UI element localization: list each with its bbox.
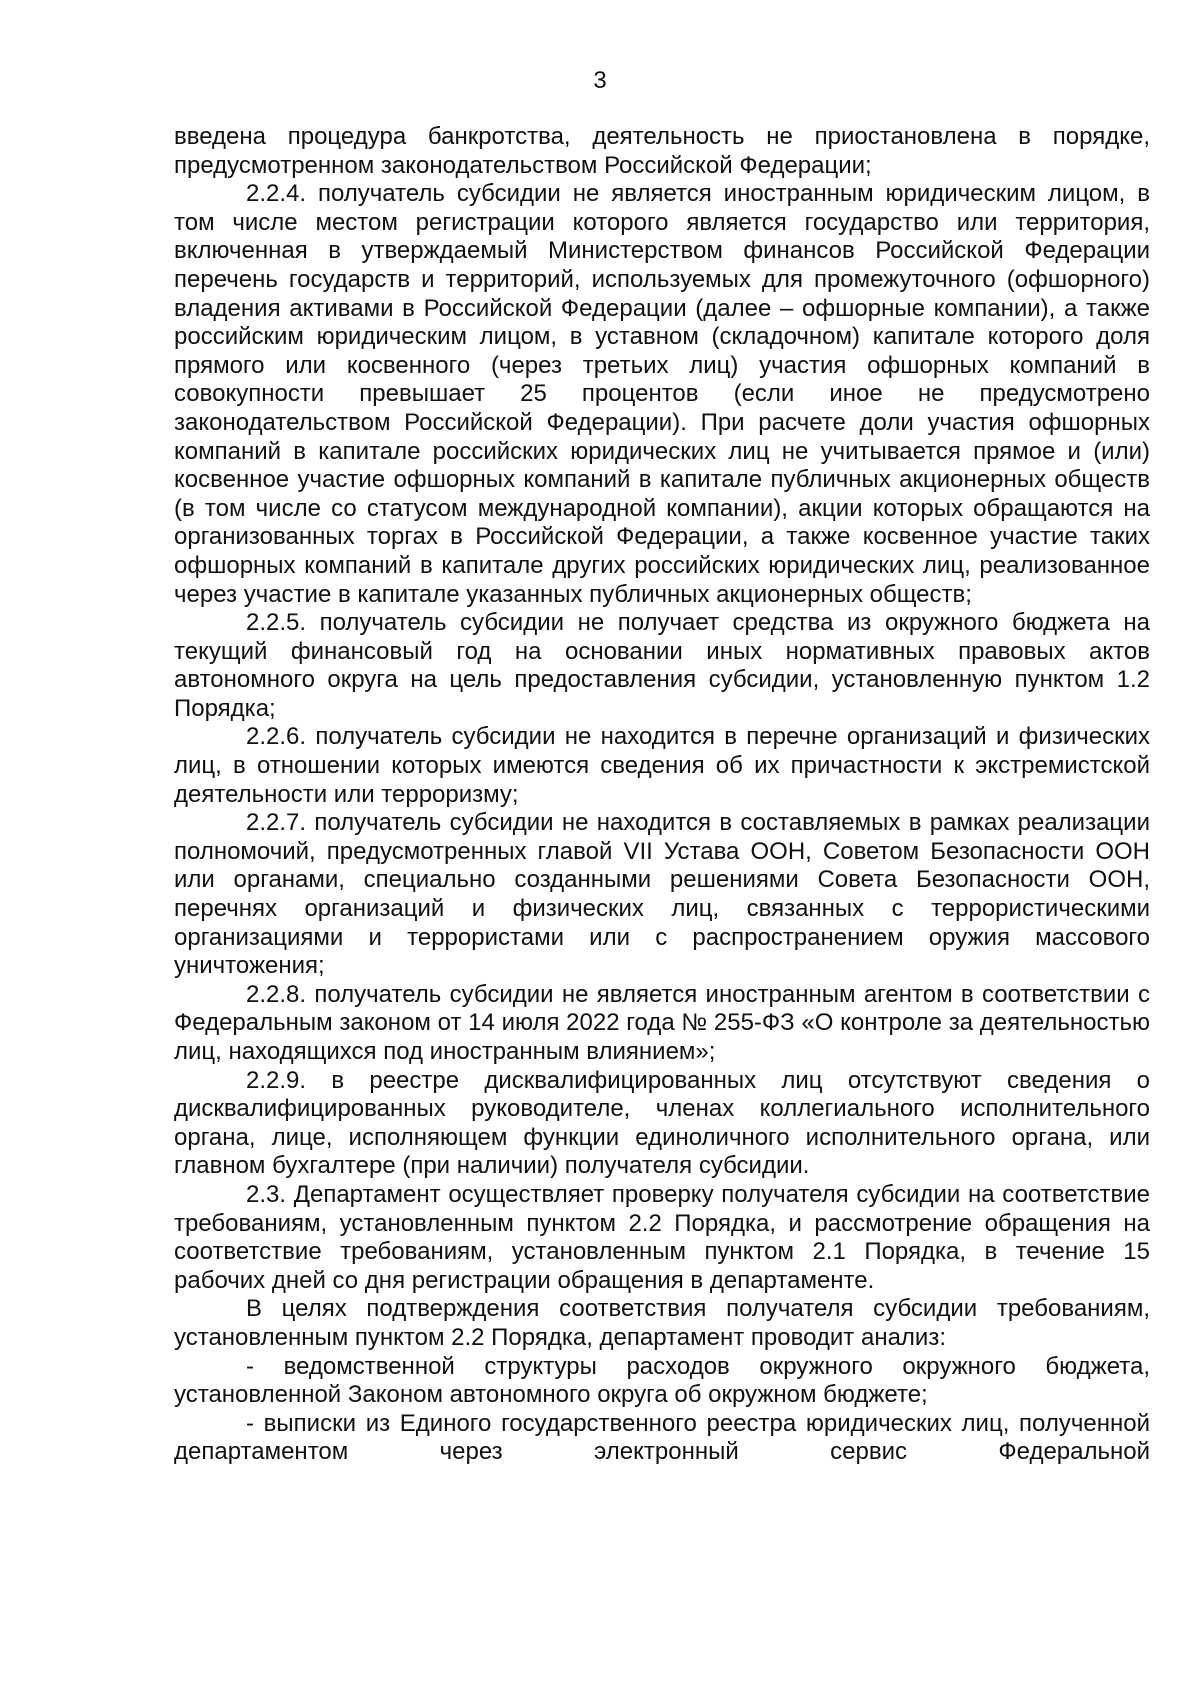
paragraph-verification-intro: В целях подтверждения соответствия получателя субсидии требованиям, установленным пунктом 2.2 Порядка, департамент проводит анализ: <box>174 1295 1150 1351</box>
paragraph-2-2-7: 2.2.7. получатель субсидии не находится в составляемых в рамках реализации полномочий, предусмотренных главой VII Устава ООН, Советом Безопасности ООН или органами, специально созданными решениями Совета Безопасности ООН, перечнях организаций и физических лиц, связанных с террористическими организациями и террористами или с распространением оружия массового уничтожения; <box>174 809 1150 980</box>
paragraph-2-2-4: 2.2.4. получатель субсидии не является иностранным юридическим лицом, в том числе местом регистрации которого является государство или территория, включенная в утверждаемый Министерством финансов Российской Федерации перечень государств и территорий, используемых для промежуточного (офшорного) владения активами в Российской Федерации (далее – офшорные компании), а также российским юридическим лицом, в уставном (складочном) капитале которого доля прямого или косвенного (через третьих лиц) участия офшорных компаний в совокупности превышает 25 процентов (если иное не предусмотрено законодательством Российской Федерации). При расчете доли участия офшорных компаний в капитале российских юридических лиц не учитывается прямое и (или) косвенное участие офшорных компаний в капитале публичных акционерных обществ (в том числе со статусом международной компании), акции которых обращаются на организованных торгах в Российской Федерации, а также косвенное участие таких офшорных компаний в капитале других российских юридических лиц, реализованное через участие в капитале указанных публичных акционерных обществ; <box>174 180 1150 608</box>
list-item-budget-structure: - ведомственной структуры расходов окружного окружного бюджета, установленной Законом автономного округа об окружном бюджете; <box>174 1352 1150 1409</box>
paragraph-2-2-6: 2.2.6. получатель субсидии не находится в перечне организаций и физических лиц, в отношении которых имеются сведения об их причастности к экстремистской деятельности или терроризму; <box>174 723 1150 808</box>
paragraph-2-2-5: 2.2.5. получатель субсидии не получает средства из окружного бюджета на текущий финансовый год на основании иных нормативных правовых актов автономного округа на цель предоставления субсидии, установленную пунктом 1.2 Порядка; <box>174 609 1150 722</box>
paragraph-continuation: введена процедура банкротства, деятельность не приостановлена в порядке, предусмотренном законодательством Российской Федерации; <box>174 123 1150 179</box>
document-body <box>174 123 1150 1467</box>
list-item-egrul-extract: - выписки из Единого государственного реестра юридических лиц, полученной департаментом через электронный сервис Федеральной <box>174 1409 1150 1466</box>
page-number: 3 <box>593 67 607 94</box>
paragraph-2-2-9: 2.2.9. в реестре дисквалифицированных лиц отсутствуют сведения о дисквалифицированных руководителе, членах коллегиального исполнительного органа, лице, исполняющем функции единоличного исполнительного органа, или главном бухгалтере (при наличии) получателя субсидии. <box>174 1066 1150 1180</box>
paragraph-2-3: 2.3. Департамент осуществляет проверку получателя субсидии на соответствие требованиям, установленным пунктом 2.2 Порядка, и рассмотрение обращения на соответствие требованиям, установленным пунктом 2.1 Порядка, в течение 15 рабочих дней со дня регистрации обращения в департаменте. <box>174 1180 1150 1294</box>
paragraph-2-2-8: 2.2.8. получатель субсидии не является иностранным агентом в соответствии с Федеральным законом от 14 июля 2022 года № 255-ФЗ «О контроле за деятельностью лиц, находящихся под иностранным влиянием»; <box>174 980 1150 1065</box>
